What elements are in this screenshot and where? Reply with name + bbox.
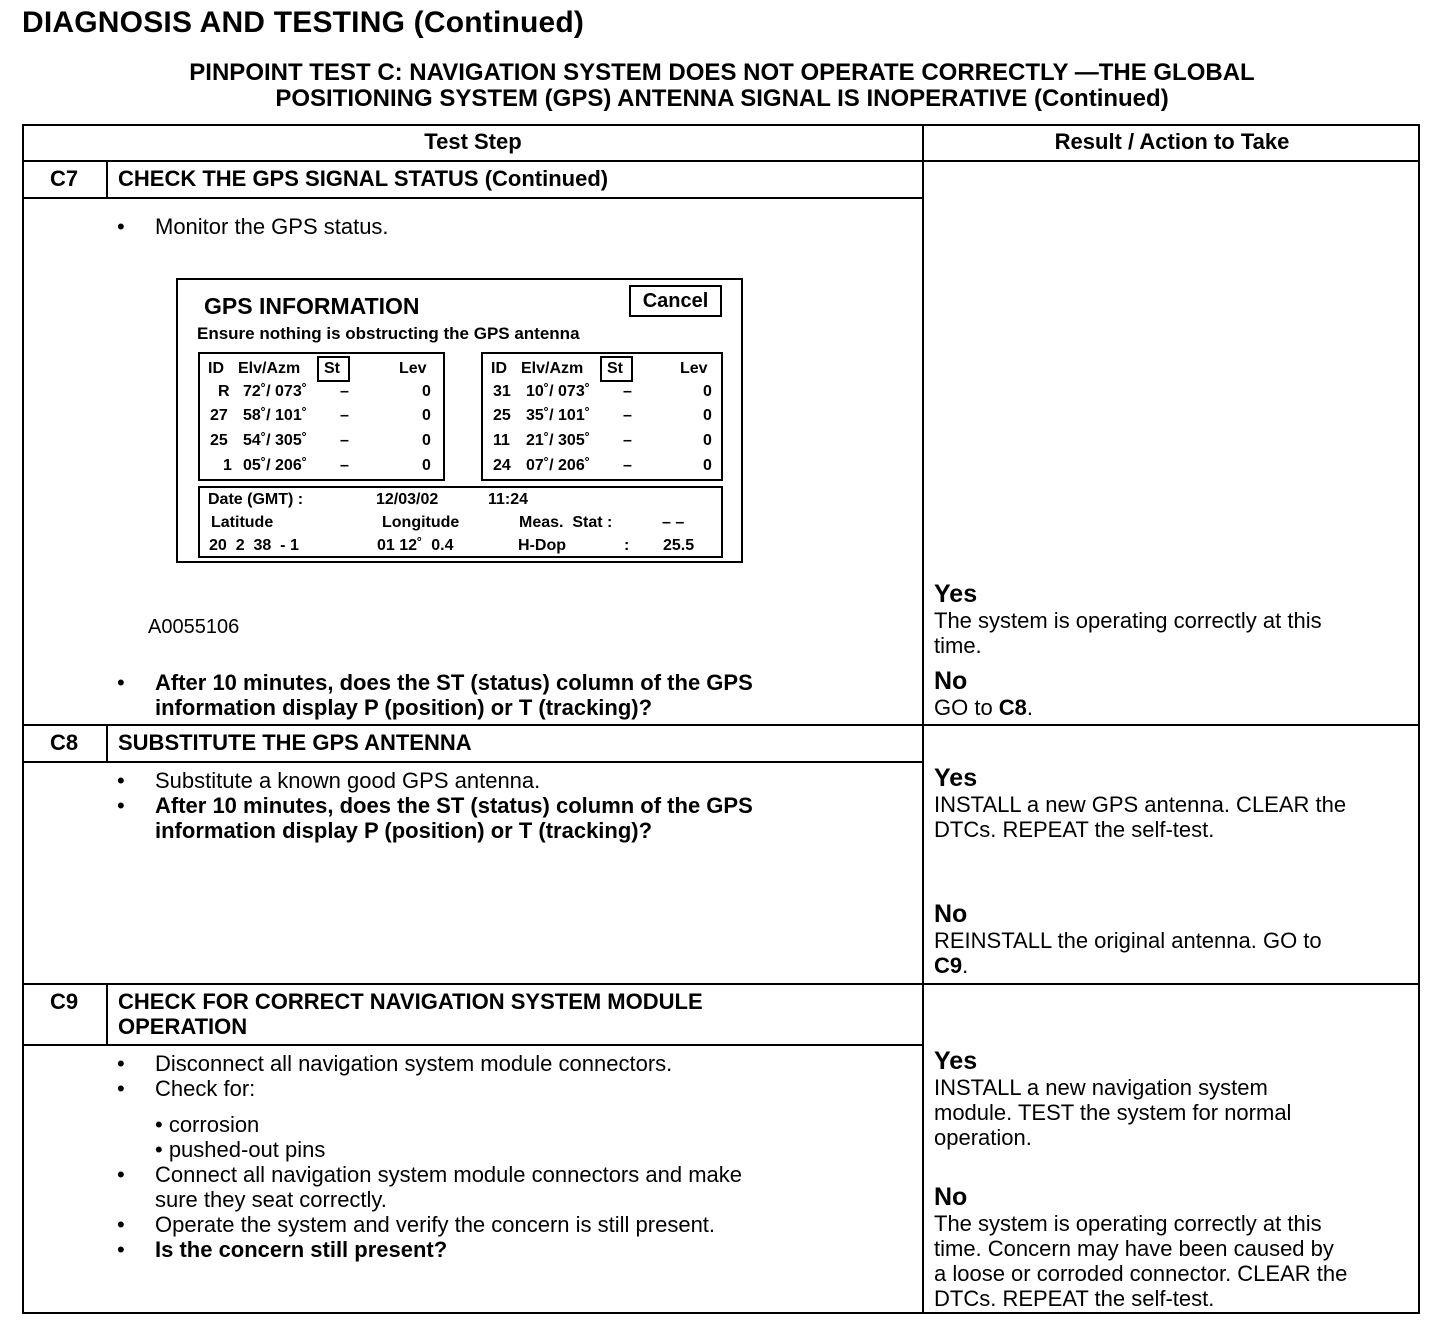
c8-bottom-rule: [24, 983, 1418, 985]
c7-no-text: [934, 695, 1419, 720]
c9-title-rule: [24, 1044, 922, 1046]
sat-st: –: [623, 432, 632, 449]
gps-notice: Ensure nothing is obstructing the GPS antenna: [197, 324, 580, 343]
c8-title-rule: [24, 761, 922, 763]
c9-connect-line-2: sure they seat correctly.: [155, 1187, 387, 1212]
sat-elv: 35˚/ 101˚: [526, 407, 591, 424]
c9-sub-pins: • pushed-out pins: [155, 1137, 326, 1162]
position-info-box: [198, 486, 723, 558]
c8-no-label: No: [934, 900, 968, 928]
c9-no-line-3: a loose or corroded connector. CLEAR the: [934, 1261, 1348, 1286]
c8-question: [155, 793, 753, 843]
sat-st: –: [623, 383, 632, 400]
column-divider: [922, 126, 924, 1312]
bullet: •: [117, 670, 125, 695]
bullet: •: [117, 1076, 125, 1101]
c7-no-end: .: [1026, 695, 1034, 720]
c7-yes-line-2: time.: [934, 633, 982, 658]
sat-lev: 0: [703, 407, 712, 424]
subtitle-line-2: POSITIONING SYSTEM (GPS) ANTENNA SIGNAL IS INOPERATIVE (Continued): [275, 85, 1169, 112]
c9-yes-text: [934, 1075, 1419, 1150]
c9-sub-corrosion: • corrosion: [155, 1112, 260, 1137]
c9-no-text: [934, 1211, 1419, 1311]
sat-st: –: [623, 457, 632, 474]
header-rule: [24, 160, 1418, 162]
c9-title-line-2: OPERATION: [118, 1014, 248, 1039]
col-st: St: [324, 360, 340, 377]
c9-bullet-disconnect: Disconnect all navigation system module connectors.: [155, 1051, 673, 1076]
c9-id-divider: [106, 983, 108, 1045]
sat-st: –: [340, 457, 349, 474]
c9-bullet-connect: [155, 1162, 742, 1212]
c7-yes-text: [934, 608, 1419, 658]
step-title-c8: SUBSTITUTE THE GPS ANTENNA: [118, 730, 472, 755]
sat-lev: 0: [703, 432, 712, 449]
sat-id: 25: [210, 432, 228, 449]
c7-id-divider: [106, 160, 108, 198]
subtitle-line-1: PINPOINT TEST C: NAVIGATION SYSTEM DOES NOT OPERATE CORRECTLY —THE GLOBAL: [189, 59, 1255, 86]
c7-question-line-1: After 10 minutes, does the ST (status) column of the GPS: [155, 670, 753, 695]
sat-id: 11: [493, 432, 510, 449]
bullet: •: [117, 793, 125, 818]
c7-title-rule: [24, 197, 922, 199]
hdop-label: H-Dop: [518, 537, 566, 554]
c8-yes-text: [934, 792, 1419, 842]
c7-question-line-2: information display P (position) or T (tracking)?: [155, 695, 653, 720]
c9-no-line-1: The system is operating correctly at this: [934, 1211, 1322, 1236]
bullet: •: [117, 214, 125, 239]
sat-id: R: [218, 383, 230, 400]
sat-lev: 0: [703, 457, 712, 474]
c7-bullet-monitor: Monitor the GPS status.: [155, 214, 389, 239]
c9-no-line-4: DTCs. REPEAT the self-test.: [934, 1286, 1215, 1311]
c9-yes-label: Yes: [934, 1047, 978, 1075]
step-id-c7: C7: [49, 166, 79, 191]
col-lev: Lev: [680, 360, 708, 377]
latitude-label: Latitude: [211, 514, 274, 531]
latitude-value: 20 2 38 - 1: [209, 537, 299, 554]
c9-bullet-operate: Operate the system and verify the concern is still present.: [155, 1212, 716, 1237]
c7-question: [155, 670, 753, 720]
c8-no-text: [934, 928, 1419, 978]
sat-st: –: [340, 407, 349, 424]
c9-title-line-1: CHECK FOR CORRECT NAVIGATION SYSTEM MODULE: [118, 989, 703, 1014]
sat-lev: 0: [422, 383, 431, 400]
col-id: ID: [491, 360, 507, 377]
sat-id: 25: [493, 407, 511, 424]
longitude-value: 01 12˚ 0.4: [377, 537, 454, 554]
c8-question-line-2: information display P (position) or T (tracking)?: [155, 818, 653, 843]
hdop-value: 25.5: [663, 537, 695, 554]
sat-elv: 05˚/ 206˚: [243, 457, 308, 474]
sat-elv: 58˚/ 101˚: [243, 407, 308, 424]
c8-yes-label: Yes: [934, 764, 978, 792]
meas-stat-value: – –: [662, 514, 685, 531]
c7-yes-label: Yes: [934, 580, 978, 608]
sat-lev: 0: [703, 383, 712, 400]
c7-no-ref: C8: [998, 695, 1027, 720]
bullet: •: [117, 1237, 125, 1262]
c7-bottom-rule: [24, 724, 1418, 726]
c8-no-line-1: REINSTALL the original antenna. GO to: [934, 928, 1322, 953]
test-subtitle: [22, 60, 1422, 112]
step-id-c9: C9: [49, 989, 79, 1014]
sat-id: 31: [493, 383, 511, 400]
sat-elv: 72˚/ 073˚: [243, 383, 308, 400]
bullet: •: [117, 1162, 125, 1187]
c9-connect-line-1: Connect all navigation system module connectors and make: [155, 1162, 742, 1187]
gps-title: GPS INFORMATION: [204, 293, 420, 319]
sat-elv: 10˚/ 073˚: [526, 383, 591, 400]
figure-id: A0055106: [148, 616, 240, 638]
header-test-step: Test Step: [424, 129, 522, 154]
sat-lev: 0: [422, 457, 431, 474]
c8-no-line-2: [934, 953, 1419, 978]
satellite-table-right: [481, 352, 723, 481]
sat-id: 1: [223, 457, 232, 474]
sat-lev: 0: [422, 407, 431, 424]
sat-id: 24: [493, 457, 511, 474]
col-lev: Lev: [399, 360, 427, 377]
c8-question-line-1: After 10 minutes, does the ST (status) column of the GPS: [155, 793, 753, 818]
c9-yes-line-1: INSTALL a new navigation system: [934, 1075, 1268, 1100]
sat-st: –: [623, 407, 632, 424]
date-value: 12/03/02: [376, 491, 439, 508]
hdop-colon: :: [624, 537, 630, 554]
col-elv-azm: Elv/Azm: [238, 360, 301, 377]
col-elv-azm: Elv/Azm: [521, 360, 584, 377]
col-id: ID: [208, 360, 224, 377]
header-result: Result / Action to Take: [1054, 129, 1290, 154]
step-title-c7: CHECK THE GPS SIGNAL STATUS (Continued): [118, 166, 609, 191]
c8-no-ref: C9: [934, 953, 963, 978]
c8-id-divider: [106, 724, 108, 762]
bullet: •: [117, 1212, 125, 1237]
c9-question: Is the concern still present?: [155, 1237, 448, 1262]
page-title: DIAGNOSIS AND TESTING (Continued): [22, 6, 585, 39]
c9-bullet-check: Check for:: [155, 1076, 256, 1101]
sat-elv: 07˚/ 206˚: [526, 457, 591, 474]
c8-no-end: .: [962, 953, 969, 978]
c7-no-label: No: [934, 667, 968, 695]
bullet: •: [117, 768, 125, 793]
satellite-table-left: [198, 352, 445, 481]
step-title-c9: [118, 989, 703, 1039]
c9-no-label: No: [934, 1183, 968, 1211]
date-label: Date (GMT) :: [208, 491, 304, 508]
longitude-label: Longitude: [382, 514, 460, 531]
c9-no-line-2: time. Concern may have been caused by: [934, 1236, 1334, 1261]
sat-st: –: [340, 383, 349, 400]
sat-st: –: [340, 432, 349, 449]
c9-yes-line-2: module. TEST the system for normal: [934, 1100, 1292, 1125]
step-id-c8: C8: [49, 730, 79, 755]
bullet: •: [117, 1051, 125, 1076]
c7-yes-line-1: The system is operating correctly at this: [934, 608, 1322, 633]
col-st: St: [607, 360, 623, 377]
c8-yes-line-1: INSTALL a new GPS antenna. CLEAR the: [934, 792, 1347, 817]
cancel-button[interactable]: Cancel: [629, 285, 722, 317]
gps-information-figure: [176, 278, 743, 563]
sat-elv: 21˚/ 305˚: [526, 432, 591, 449]
time-value: 11:24: [488, 491, 529, 508]
sat-id: 27: [210, 407, 228, 424]
meas-stat-label: Meas. Stat :: [519, 514, 613, 531]
c8-yes-line-2: DTCs. REPEAT the self-test.: [934, 817, 1215, 842]
c7-no-action: GO to: [934, 695, 999, 720]
c8-bullet-substitute: Substitute a known good GPS antenna.: [155, 768, 541, 793]
sat-lev: 0: [422, 432, 431, 449]
sat-elv: 54˚/ 305˚: [243, 432, 308, 449]
c9-yes-line-3: operation.: [934, 1125, 1032, 1150]
